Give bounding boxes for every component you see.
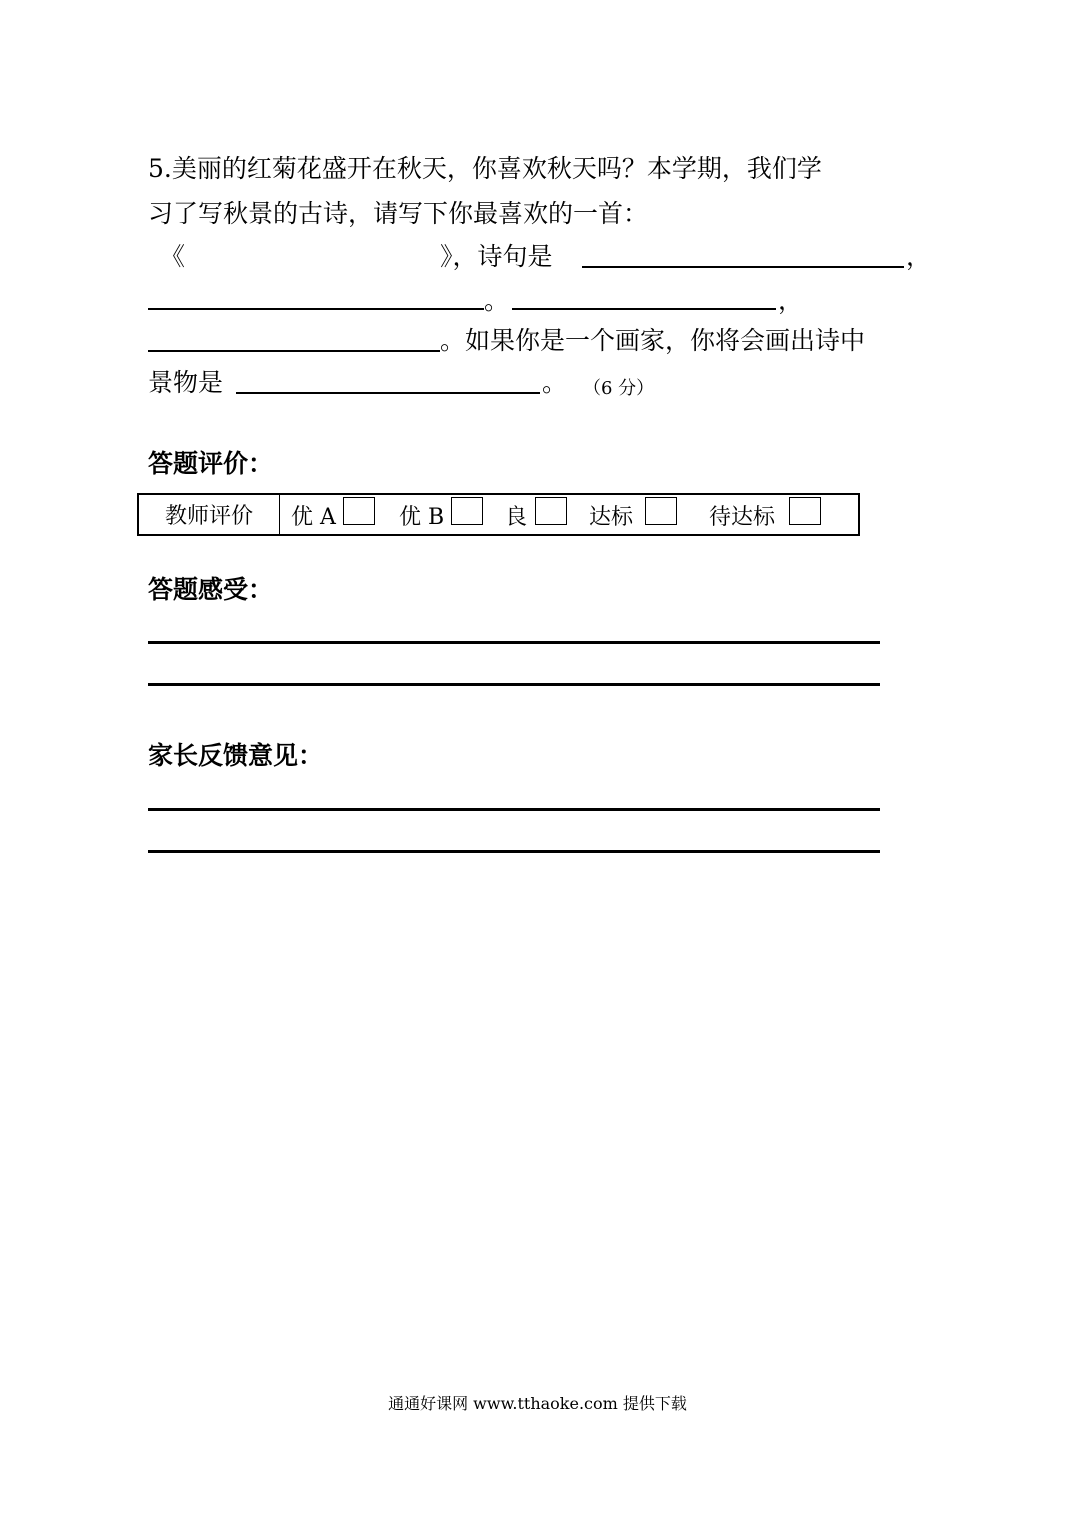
- teacher-evaluation-label: 教师评价: [139, 495, 280, 534]
- poem-title-open: 《: [160, 242, 186, 271]
- period-1: 。: [484, 286, 510, 315]
- period-2: 。: [542, 368, 568, 397]
- option-good-label: 良: [505, 505, 528, 530]
- verse-blank-4[interactable]: [148, 350, 440, 352]
- verse-blank-1[interactable]: [582, 266, 904, 268]
- question-line-5: 。如果你是一个画家，你将会画出诗中: [440, 326, 866, 355]
- verse-blank-2[interactable]: [148, 308, 484, 310]
- evaluation-table: [137, 493, 860, 536]
- option-pass-label: 达标: [589, 505, 634, 530]
- comma-1: ，: [906, 242, 932, 271]
- option-excellent-a-label: 优 A: [291, 505, 336, 530]
- comma-2: ，: [778, 286, 804, 315]
- footer-credit: 通通好课网 www.tthaoke.com 提供下载: [388, 1394, 687, 1413]
- question-line-2: 习了写秋景的古诗，请写下你最喜欢的一首：: [148, 199, 649, 228]
- option-excellent-b-checkbox[interactable]: [451, 495, 483, 527]
- evaluation-heading: 答题评价：: [148, 449, 274, 478]
- poem-title-close: 》，诗句是: [440, 242, 553, 271]
- verse-blank-3[interactable]: [512, 308, 776, 310]
- parent-feedback-heading: 家长反馈意见：: [148, 741, 324, 770]
- parent-feedback-line-1[interactable]: [148, 808, 880, 811]
- option-excellent-b-label: 优 B: [399, 505, 445, 530]
- feeling-heading: 答题感受：: [148, 575, 274, 604]
- points-label: （6 分）: [583, 378, 655, 399]
- option-excellent-a-checkbox[interactable]: [343, 495, 375, 527]
- question-line-1: 5.美丽的红菊花盛开在秋天，你喜欢秋天吗？本学期，我们学: [148, 154, 822, 183]
- option-not-pass-label: 待达标: [709, 505, 776, 530]
- feeling-line-1[interactable]: [148, 641, 880, 644]
- question-line-6: 景物是: [148, 368, 224, 397]
- scenery-blank[interactable]: [236, 392, 540, 394]
- option-not-pass-checkbox[interactable]: [789, 495, 821, 527]
- parent-feedback-line-2[interactable]: [148, 850, 880, 853]
- feeling-line-2[interactable]: [148, 683, 880, 686]
- option-good-checkbox[interactable]: [535, 495, 567, 527]
- option-pass-checkbox[interactable]: [645, 495, 677, 527]
